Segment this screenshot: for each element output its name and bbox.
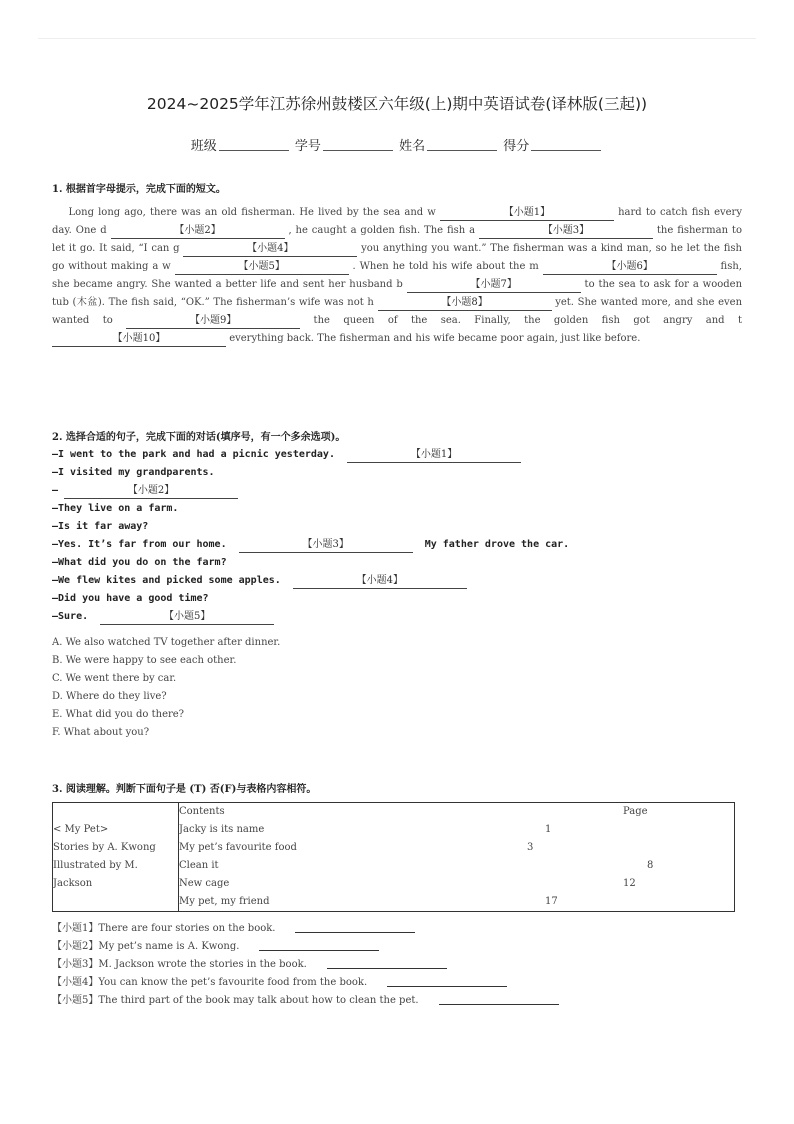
statement-text: 【小题1】There are four stories on the book.	[52, 923, 276, 934]
name-blank[interactable]	[427, 150, 497, 151]
dialogue-line	[52, 608, 569, 626]
student-id-blank[interactable]	[323, 150, 393, 151]
statement-1	[52, 920, 559, 938]
q2-blank-2[interactable]: 【小题2】	[64, 484, 238, 499]
option-c: C. We went there by car.	[52, 673, 177, 684]
book-illustrator: Illustrated by M. Jackson	[53, 860, 138, 889]
dialogue-line	[52, 446, 569, 464]
contents-table	[52, 802, 735, 912]
answer-blank-4[interactable]	[387, 986, 507, 987]
contents-title: New cage	[179, 878, 230, 889]
page-label: Page	[623, 806, 648, 817]
option-d: D. Where do they live?	[52, 691, 167, 702]
contents-row	[179, 821, 734, 839]
dialogue-line: —What did you do on the farm?	[52, 557, 227, 568]
dialogue-line: —They live on a farm.	[52, 503, 179, 514]
dialogue-line: —Is it far away?	[52, 521, 149, 532]
q1-text-3: , he caught a golden fish. The fish a	[288, 225, 476, 236]
q1-text-7: fish, she became angry. She wanted a better life and sent her husband b	[52, 261, 742, 290]
contents-row	[179, 839, 734, 857]
dialogue-text: —Sure.	[52, 611, 89, 622]
student-id-label: 学号	[294, 139, 321, 154]
option-f: F. What about you?	[52, 727, 150, 738]
contents-page: 8	[647, 860, 654, 871]
q1-blank-3[interactable]: 【小题3】	[479, 224, 653, 239]
dialogue-line: —I visited my grandparents.	[52, 467, 215, 478]
dialogue-text: —I went to the park and had a picnic yesterday.	[52, 449, 335, 460]
q1-blank-4[interactable]: 【小题4】	[183, 242, 357, 257]
q1-text-10: the queen of the sea. Finally, the golden fish got angry and t	[313, 315, 742, 326]
contents-title: Jacky is its name	[179, 824, 265, 835]
dialogue-line	[52, 482, 569, 500]
book-title: < My Pet>	[53, 824, 109, 835]
book-author: Stories by A. Kwong	[53, 842, 156, 853]
q1-blank-2[interactable]: 【小题2】	[111, 224, 285, 239]
dialogue-text: —	[52, 485, 59, 496]
contents-row	[179, 893, 734, 911]
q1-text-2: hard to catch fish every day. One d	[52, 207, 742, 236]
option-a: A. We also watched TV together after dinner.	[52, 637, 281, 648]
answer-blank-2[interactable]	[259, 950, 379, 951]
q2-blank-4[interactable]: 【小题4】	[293, 574, 467, 589]
page-title: 2024~2025学年江苏徐州鼓楼区六年级(上)期中英语试卷(译林版(三起))	[146, 95, 648, 113]
q1-text-6: . When he told his wife about the m	[352, 261, 539, 272]
dialogue-text: —Yes. It’s far from our home.	[52, 539, 227, 550]
statement-5	[52, 992, 559, 1010]
book-info-cell	[53, 803, 179, 912]
contents-label: Contents	[179, 806, 225, 817]
q1-blank-8[interactable]: 【小题8】	[378, 296, 552, 311]
q1-passage	[52, 204, 742, 348]
q2-dialogue	[52, 446, 569, 626]
dialogue-text: My father drove the car.	[424, 539, 570, 550]
q1-text-11: everything back. The fisherman and his wife became poor again, just like before.	[229, 333, 641, 344]
q1-text-9: yet. She wanted more, and she even wanted to	[52, 297, 743, 326]
statement-text: 【小题3】M. Jackson wrote the stories in the book.	[52, 959, 307, 970]
dialogue-text: —We flew kites and picked some apples.	[52, 575, 281, 586]
answer-blank-3[interactable]	[327, 968, 447, 969]
q1-blank-7[interactable]: 【小题7】	[407, 278, 581, 293]
contents-title: My pet, my friend	[179, 896, 270, 907]
answer-blank-1[interactable]	[295, 932, 415, 933]
option-e: E. What did you do there?	[52, 709, 185, 720]
statement-2	[52, 938, 559, 956]
score-blank[interactable]	[531, 150, 601, 151]
q2-options	[52, 634, 280, 742]
q1-heading: 1. 根据首字母提示，完成下面的短文。	[52, 184, 226, 195]
contents-header-row	[179, 803, 734, 821]
q1-blank-10[interactable]: 【小题10】	[52, 332, 226, 347]
score-label: 得分	[503, 139, 530, 154]
statement-3	[52, 956, 559, 974]
statement-text: 【小题4】You can know the pet’s favourite food from the book.	[52, 977, 368, 988]
q1-blank-6[interactable]: 【小题6】	[543, 260, 717, 275]
contents-page: 3	[527, 842, 534, 853]
contents-page: 17	[545, 896, 558, 907]
q2-blank-3[interactable]: 【小题3】	[239, 538, 413, 553]
contents-title: My pet’s favourite food	[179, 842, 297, 853]
dialogue-line	[52, 536, 569, 554]
contents-cell	[179, 803, 735, 912]
contents-page: 12	[623, 878, 636, 889]
contents-page: 1	[545, 824, 552, 835]
q1-text-5: you anything you want.” The fisherman was a kind man, so he let the fish go without making a w	[52, 243, 742, 272]
option-b: B. We were happy to see each other.	[52, 655, 237, 666]
q1-blank-5[interactable]: 【小题5】	[175, 260, 349, 275]
q2-heading: 2. 选择合适的句子，完成下面的对话(填序号，有一个多余选项)。	[52, 432, 346, 443]
statement-text: 【小题5】The third part of the book may talk about how to clean the pet.	[52, 995, 419, 1006]
class-blank[interactable]	[219, 150, 289, 151]
dialogue-line: —Did you have a good time?	[52, 593, 209, 604]
student-info-line	[0, 135, 794, 154]
dialogue-line	[52, 572, 569, 590]
q2-blank-1[interactable]: 【小题1】	[347, 448, 521, 463]
q2-blank-5[interactable]: 【小题5】	[100, 610, 274, 625]
q3-statements	[52, 920, 559, 1010]
class-label: 班级	[190, 139, 217, 154]
q1-blank-9[interactable]: 【小题9】	[126, 314, 300, 329]
contents-title: Clean it	[179, 860, 219, 871]
contents-row	[179, 875, 734, 893]
statement-text: 【小题2】My pet’s name is A. Kwong.	[52, 941, 240, 952]
answer-blank-5[interactable]	[439, 1004, 559, 1005]
q1-blank-1[interactable]: 【小题1】	[440, 206, 614, 221]
statement-4	[52, 974, 559, 992]
contents-row	[179, 857, 734, 875]
top-rule	[38, 38, 756, 39]
q3-heading: 3. 阅读理解。判断下面句子是 (T) 否(F)与表格内容相符。	[52, 784, 317, 795]
name-label: 姓名	[399, 139, 426, 154]
q1-text-4: the fisherman to let it go. It said, “I can g	[52, 225, 742, 254]
q1-text-8: to the sea to ask for a wooden tub (木盆). The fish said, “OK.” The fisherman’s wife was not h	[52, 279, 743, 308]
q1-text-1: Long long ago, there was an old fisherman. He lived by the sea and w	[68, 207, 436, 218]
